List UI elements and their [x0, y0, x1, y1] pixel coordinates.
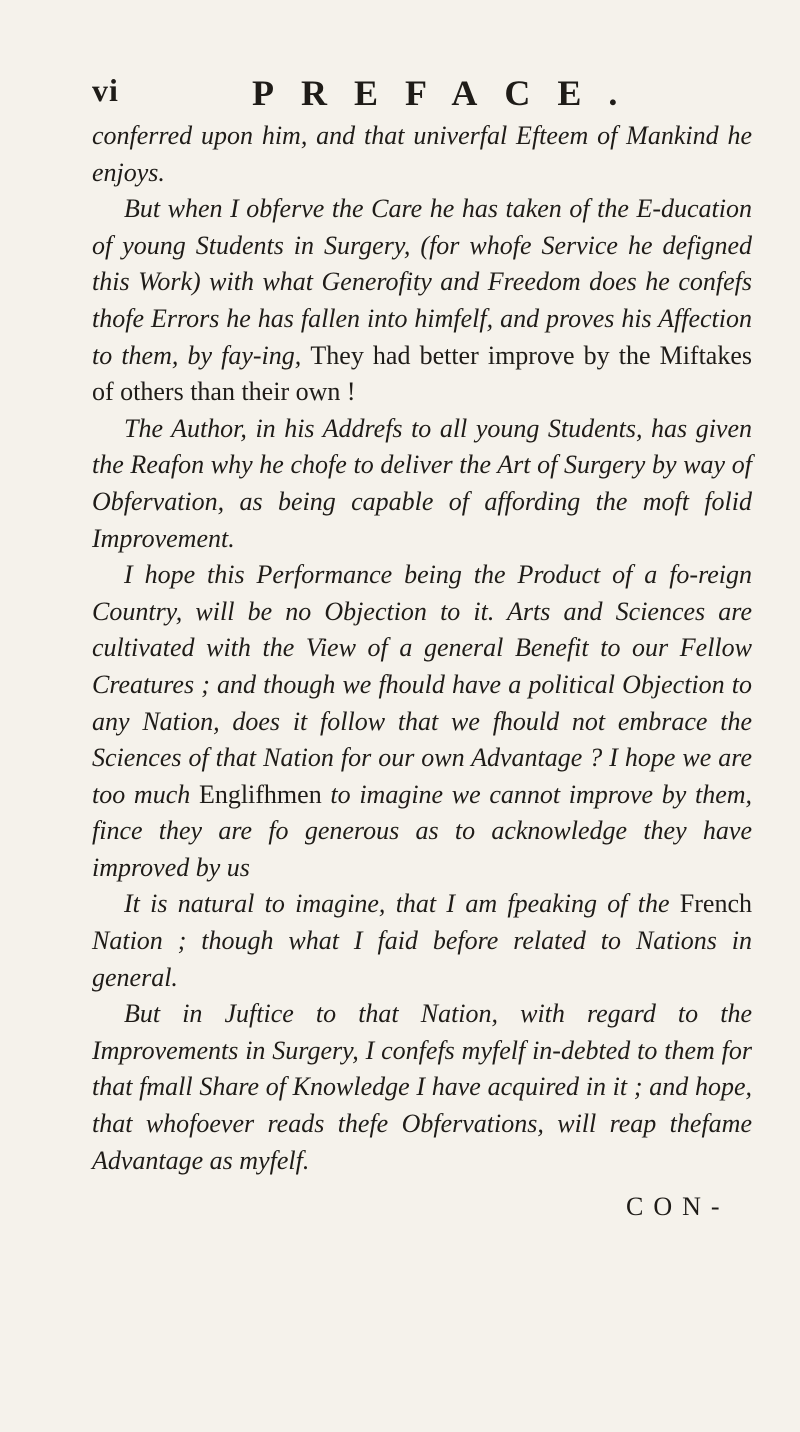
page-number: vi	[92, 72, 119, 108]
page-header	[92, 72, 732, 122]
paragraph-4-roman: Englifhmen	[198, 779, 322, 809]
paragraph-5-italic-a: It is natural to imagine, that I am fpeaking of the	[124, 889, 670, 919]
paragraph-4-italic-b: to imagine we cannot improve by them, fince they are fo generous as to acknowledge they have improved by us	[92, 779, 753, 882]
paragraph-2-roman: They had better improve by the Miftakes of others than their own !	[92, 340, 753, 407]
paragraph-2	[92, 191, 752, 411]
paragraph-2-italic: But when I obferve the Care he has taken of the E-ducation of young Students in Surgery, (for whofe Service he defigned this Work) with what Generofity and Freedom does he confefs thofe Errors he has fallen into himfelf, and proves his Affection to them, by fay-ing,	[92, 194, 752, 370]
paragraph-6	[92, 996, 752, 1179]
paragraph-4	[92, 557, 752, 886]
paragraph-1-text: conferred upon him, and that univerfal Efteem of Mankind he enjoys.	[92, 121, 752, 187]
paragraph-6-text: But in Juftice to that Nation, with regard to the Improvements in Surgery, I confefs myfelf in-debted to them for that fmall Share of Knowledge I have acquired in it ; and hope, that whofoever reads thefe Obfervations, will reap thefame Advantage as myfelf.	[92, 999, 752, 1175]
paragraph-3-text: The Author, in his Addrefs to all young Students, has given the Reafon why he chofe to deliver the Art of Surgery by way of Obfervation, as being capable of affording the moft folid Improvement.	[92, 413, 752, 553]
paragraph-4-italic-a: I hope this Performance being the Product of a fo-reign Country, will be no Objection to it. Arts and Sciences are cultivated with the View of a general Benefit to our Fellow Creatures ; and though we fhould have a political Objection to any Nation, does it follow that we fhould not embrace the Sciences of that Nation for our own Advantage ? I hope we are too much	[92, 560, 752, 809]
paragraph-5-roman: French	[679, 889, 752, 919]
paragraph-5-italic-b: Nation ; though what I faid before related to Nations in general.	[92, 926, 752, 992]
running-head: PREFACE.	[252, 73, 645, 113]
paragraph-1	[92, 118, 752, 191]
paragraph-3	[92, 411, 752, 557]
paragraph-5	[92, 886, 752, 996]
body-text	[92, 118, 752, 1179]
catchword: CON-	[626, 1192, 730, 1221]
